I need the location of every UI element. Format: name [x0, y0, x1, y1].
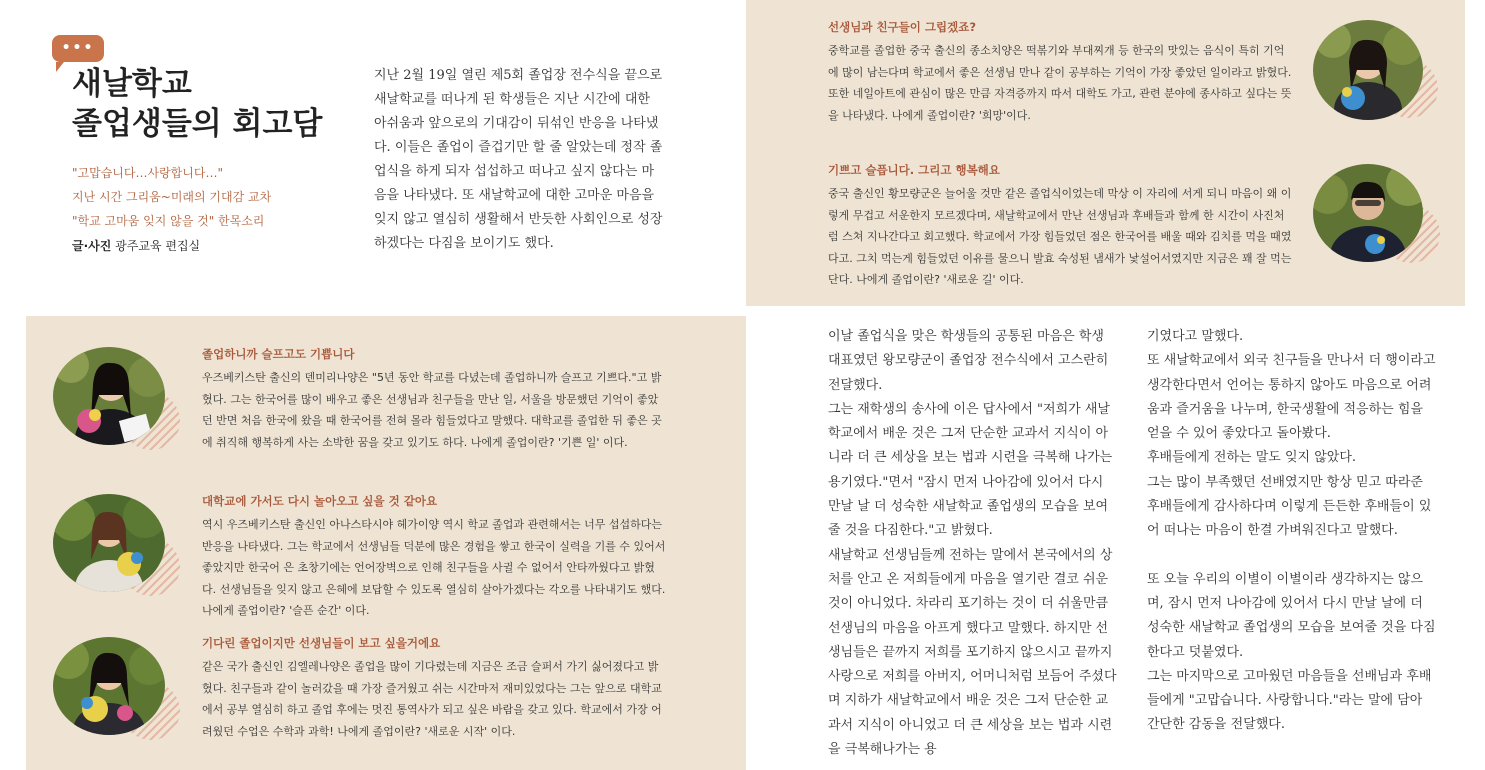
title-line-2: 졸업생들의 회고담 [72, 106, 323, 142]
portrait-photo-icon [53, 494, 165, 592]
intro-paragraph: 지난 2월 19일 열린 제5회 졸업장 전수식을 끝으로 새날학교를 떠나게 된 학생들은 지난 시간에 대한 아쉬움과 앞으로의 기대감이 뒤섞인 반응을 나타냈다. 이들은 졸업이 즐겁기만 할 줄 알았는데 정작 졸업식을 하게 되자 섭섭하고 떠나고 싶지 않다는 마음을 나타냈다. 또 새날학교에 대한 고마운 마음을 잊지 않고 열심히 생활해서 반듯한 사회인으로 성장하겠다는 다짐을 보이기도 했다. [374, 68, 663, 251]
profile-body: 중학교를 졸업한 중국 출신의 종소치양은 떡볶기와 부대찌개 등 한국의 맛있는 음식이 특히 기억에 많이 남는다며 학교에서 좋은 선생님 만나 같이 공부하는 기억이 가장 좋았던 일이라고 밝혔다.또한 네일아트에 관심이 많은 만큼 자격증까지 따서 대학도 가고, 관련 분야에 종사하고 싶다는 뜻을 나타냈다. 나에게 졸업이란? '희망'이다. [828, 44, 1292, 122]
avatar [1313, 164, 1423, 262]
title-line-1: 새날학교 [72, 66, 192, 102]
profile-heading: 졸업하니까 슬프고도 기쁩니다 [202, 347, 355, 361]
portrait-photo-icon [1313, 20, 1423, 120]
profile-heading: 대학교에 가서도 다시 놀아오고 싶을 것 같아요 [202, 494, 438, 508]
profile-block [202, 345, 667, 453]
portrait-photo-icon [53, 347, 165, 445]
byline-label: 글·사진 [72, 239, 112, 253]
article-paragraph: 그는 마지막으로 고마웠던 마음들을 선배님과 후배들에게 "고맙습니다. 사랑합니다."라는 말에 담아 간단한 감동을 전달했다. [1147, 668, 1432, 733]
avatar [53, 347, 165, 445]
article-column-right [1147, 325, 1437, 738]
profile-block [202, 634, 667, 742]
article-paragraph: 후배들에게 전하는 말도 잊지 않았다. [1147, 450, 1357, 466]
paragraph-gap [1147, 544, 1437, 568]
byline-value: 광주교육 편집실 [115, 239, 201, 253]
byline [72, 238, 200, 254]
portrait-photo-icon [53, 637, 165, 735]
profile-body: 같은 국가 출신인 김엘레나양은 졸업을 많이 기다렸는데 지금은 조금 슬퍼서 가기 싫어졌다고 밝혔다. 친구들과 같이 놀러갔을 때 가장 즐거웠고 쉬는 시간마저 재미있었다는 그는 앞으로 대학교에서 공부 열심히 하고 졸업 후에는 멋진 통역사가 되고 싶은 바람을 갖고 있다. 학교에서 가장 어려웠던 수업은 수학과 과학! 나에게 졸업이란? '새로운 시작' 이다. [202, 660, 662, 738]
quote-line: "학교 고마움 잊지 않을 것" 한목소리 [72, 214, 265, 228]
quote-line: "고맙습니다…사랑합니다…" [72, 166, 223, 180]
quote-line: 지난 시간 그리움~미래의 기대감 교차 [72, 190, 272, 204]
speech-bubble-icon: ••• [52, 35, 104, 62]
article-paragraph: 이날 졸업식을 맞은 학생들의 공통된 마음은 학생 대표였던 왕모량군이 졸업장 전수식에서 고스란히 전달했다. [828, 329, 1109, 393]
avatar [53, 637, 165, 735]
subtitle-quotes [72, 161, 362, 233]
avatar [53, 494, 165, 592]
article-paragraph: 또 오늘 우리의 이별이 이별이라 생각하지는 않으며, 잠시 먼저 나아감에 있어서 다시 만날 날에 더 성숙한 새날학교 졸업생의 모습을 보여줄 것을 다짐한다고 덧붙였다. [1147, 571, 1436, 660]
profile-block [828, 18, 1293, 126]
page-title [72, 64, 362, 144]
profile-block [828, 161, 1293, 291]
portrait-photo-icon [1313, 164, 1423, 262]
article-paragraph: 또 새날학교에서 외국 친구들을 만나서 더 행이라고 생각한다면서 언어는 통하지 않아도 마음으로 어려움과 즐거움을 나누며, 한국생활에 적응하는 힘을 얻을 수 있어 좋았다고 돌아봤다. [1147, 353, 1436, 442]
profile-body: 역시 우즈베키스탄 출신인 아나스타시야 헤가이양 역시 학교 졸업과 관련해서는 너무 섭섭하다는 반응을 나타냈다. 그는 학교에서 선생님들 덕분에 많은 경험을 쌓고 한국이 실력을 기를 수 있어서 좋았지만 한국어 은 초창기에는 언어장벽으로 인해 친구들을 사귈 수 없어서 안타까웠다고 밝혔다. 선생님들을 잊지 않고 은혜에 보답할 수 있도록 열심히 살아가겠다는 각오를 나타내기도 했다. 나에게 졸업이란? '슬픈 순간' 이다. [202, 518, 666, 617]
article-paragraph: 그는 재학생의 송사에 이은 답사에서 "저희가 새날학교에서 배운 것은 그저 단순한 교과서 지식이 아니라 더 큰 세상을 보는 법과 시련을 극복해 나가는 용기였다."면서 "잠시 먼저 나아감에 있어서 다시 만날 날 더 성숙한 새날학교 졸업생의 모습을 보여줄 것을 다짐한다."고 밝혔다. [828, 401, 1113, 539]
article-column-left [828, 325, 1118, 762]
article-paragraph: 새날학교 선생님들께 전하는 말에서 본국에서의 상처를 안고 온 저희들에게 마음을 열기란 결코 쉬운 것이 아니었다. 차라리 포기하는 것이 더 쉬울만큼 선생님의 마음을 아프게 했다고 말했다. 하지만 선생님들은 끝까지 저희를 포기하지 않으시고 끝까지 사랑으로 저희를 아버지, 어머니처럼 보듬어 주셨다며 지하가 새날학교에서 배운 것은 그저 단순한 교과서 지식이 아니었고 더 큰 세상을 보는 법과 시련을 극복해나가는 용 [828, 547, 1117, 758]
avatar [1313, 20, 1423, 120]
article-paragraph: 그는 많이 부족했던 선배였지만 항상 믿고 따라준 후배들에게 감사하다며 이렇게 든든한 후배들이 있어 떠나는 마음이 한결 가벼워진다고 말했다. [1147, 474, 1432, 539]
profile-body: 우즈베키스탄 출신의 덴미리나양은 "5년 동안 학교를 다녔는데 졸업하니까 슬프고 기쁘다."고 밝혔다. 그는 한국어를 많이 배우고 좋은 선생님과 친구들을 만난 일, 서울을 방문했던 기억이 좋았던 반면 처음 한국에 왔을 때 한국어를 전혀 몰라 힘들었다고 말했다. 대학교를 졸업한 뒤 좋은 곳에 취직해 행복하게 사는 소박한 꿈을 갖고 있기도 하다. 나에게 졸업이란? '기쁜 일' 이다. [202, 371, 662, 449]
article-paragraph: 기였다고 말했다. [1147, 329, 1244, 344]
profile-body: 중국 출신인 황모량군은 늘어울 것만 같은 졸업식이었는데 막상 이 자리에 서게 되니 마음이 왜 이렇게 무겁고 서운한지 모르겠다며, 새날학교에서 만난 선생님과 후배들과 함께 한 시간이 사진처럼 스쳐 지나간다고 회고했다. 학교에서 가장 힘들었던 점은 한국어를 배울 때와 김치를 먹을 때였다고. 그치 먹는게 힘들었던 이유를 물으니 발효 숙성된 냄새가 낯설어서였지만 지금은 꽤 잘 먹는단다. 나에게 졸업이란? '새로운 길' 이다. [828, 187, 1292, 286]
profile-heading: 선생님과 친구들이 그립겠죠? [828, 20, 976, 34]
profile-heading: 기쁘고 슬픕니다. 그리고 행복해요 [828, 163, 1000, 177]
profile-block [202, 492, 667, 622]
profile-heading: 기다린 졸업이지만 선생님들이 보고 싶을거에요 [202, 636, 441, 650]
